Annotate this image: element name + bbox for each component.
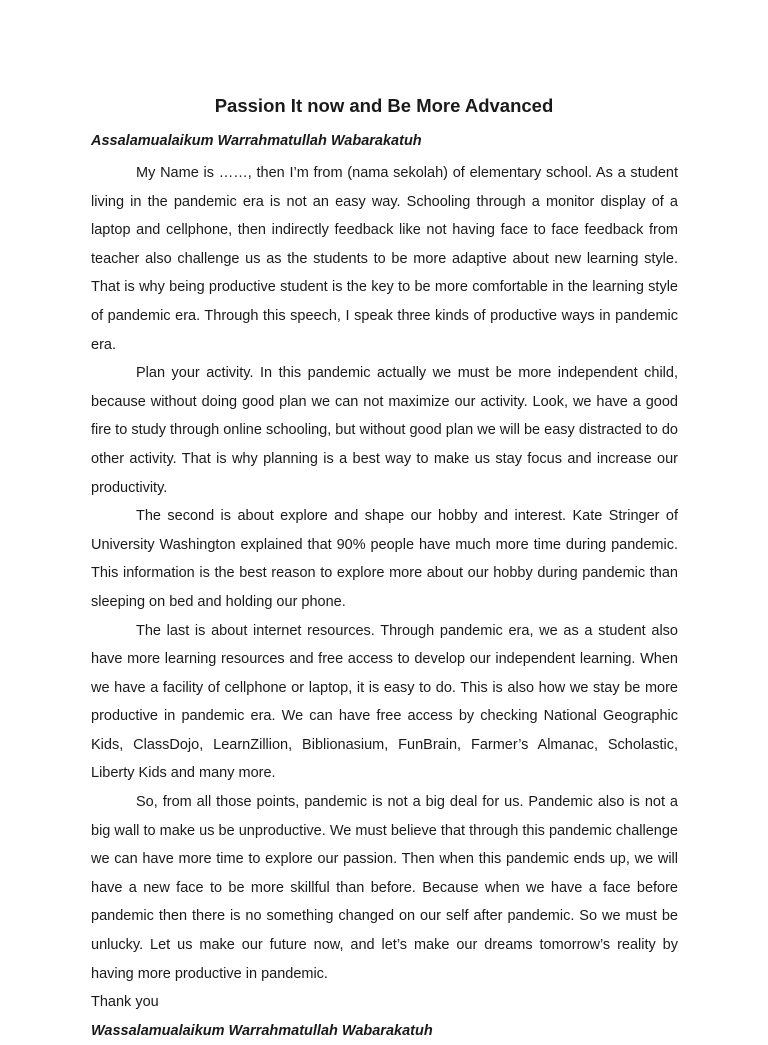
paragraph-internet-resources: The last is about internet resources. Through pandemic era, we as a student also have more learning resources and free access to develop our independent learning. When we have a facility of cellphone or laptop, it is easy to do. This is also how we stay be more productive in pandemic era. We can have free access by checking National Geographic Kids, ClassDojo, LearnZillion, Biblionasium, FunBrain, Farmer’s Almanac, Scholastic, Liberty Kids and many more. [91,622,678,782]
paragraph-hobby-interest: The second is about explore and shape our hobby and interest. Kate Stringer of University Washington explained that 90% people have much more time during pandemic. This information is the best reason to explore more about our hobby during pandemic than sleeping on bed and holding our phone. [91,508,678,610]
opening-greeting: Assalamualaikum Warrahmatullah Wabarakatuh [91,133,422,149]
speech-body [91,159,678,1045]
thank-you-line: Thank you [91,994,159,1011]
paragraph-conclusion: So, from all those points, pandemic is not a big deal for us. Pandemic also is not a big wall to make us be unproductive. We must believe that through this pandemic challenge we can have more time to explore our passion. Then when this pandemic ends up, we will have a new face to be more skillful than before. Because when we have a face before pandemic then there is no something changed on our self after pandemic. So we must be unlucky. Let us make our future now, and let’s make our dreams tomorrow’s reality by having more productive in pandemic. [91,794,678,982]
paragraph-introduction: My Name is ……, then I’m from (nama sekolah) of elementary school. As a student living in the pandemic era is not an easy way. Schooling through a monitor display of a laptop and cellphone, then indirectly feedback like not having face to face feedback from teacher also challenge us as the students to be more adaptive about new learning style. That is why being productive student is the key to be more comfortable in the learning style of pandemic era. Through this speech, I speak three kinds of productive ways in pandemic era. [91,165,678,353]
paragraph-plan-activity: Plan your activity. In this pandemic actually we must be more independent child, because without doing good plan we can not maximize our activity. Look, we have a good fire to study through online schooling, but without good plan we will be easy distracted to do other activity. That is why planning is a best way to make us stay focus and increase our productivity. [91,365,678,496]
closing-greeting: Wassalamualaikum Warrahmatullah Wabarakatuh [91,1022,433,1039]
document-title: Passion It now and Be More Advanced [214,95,554,116]
